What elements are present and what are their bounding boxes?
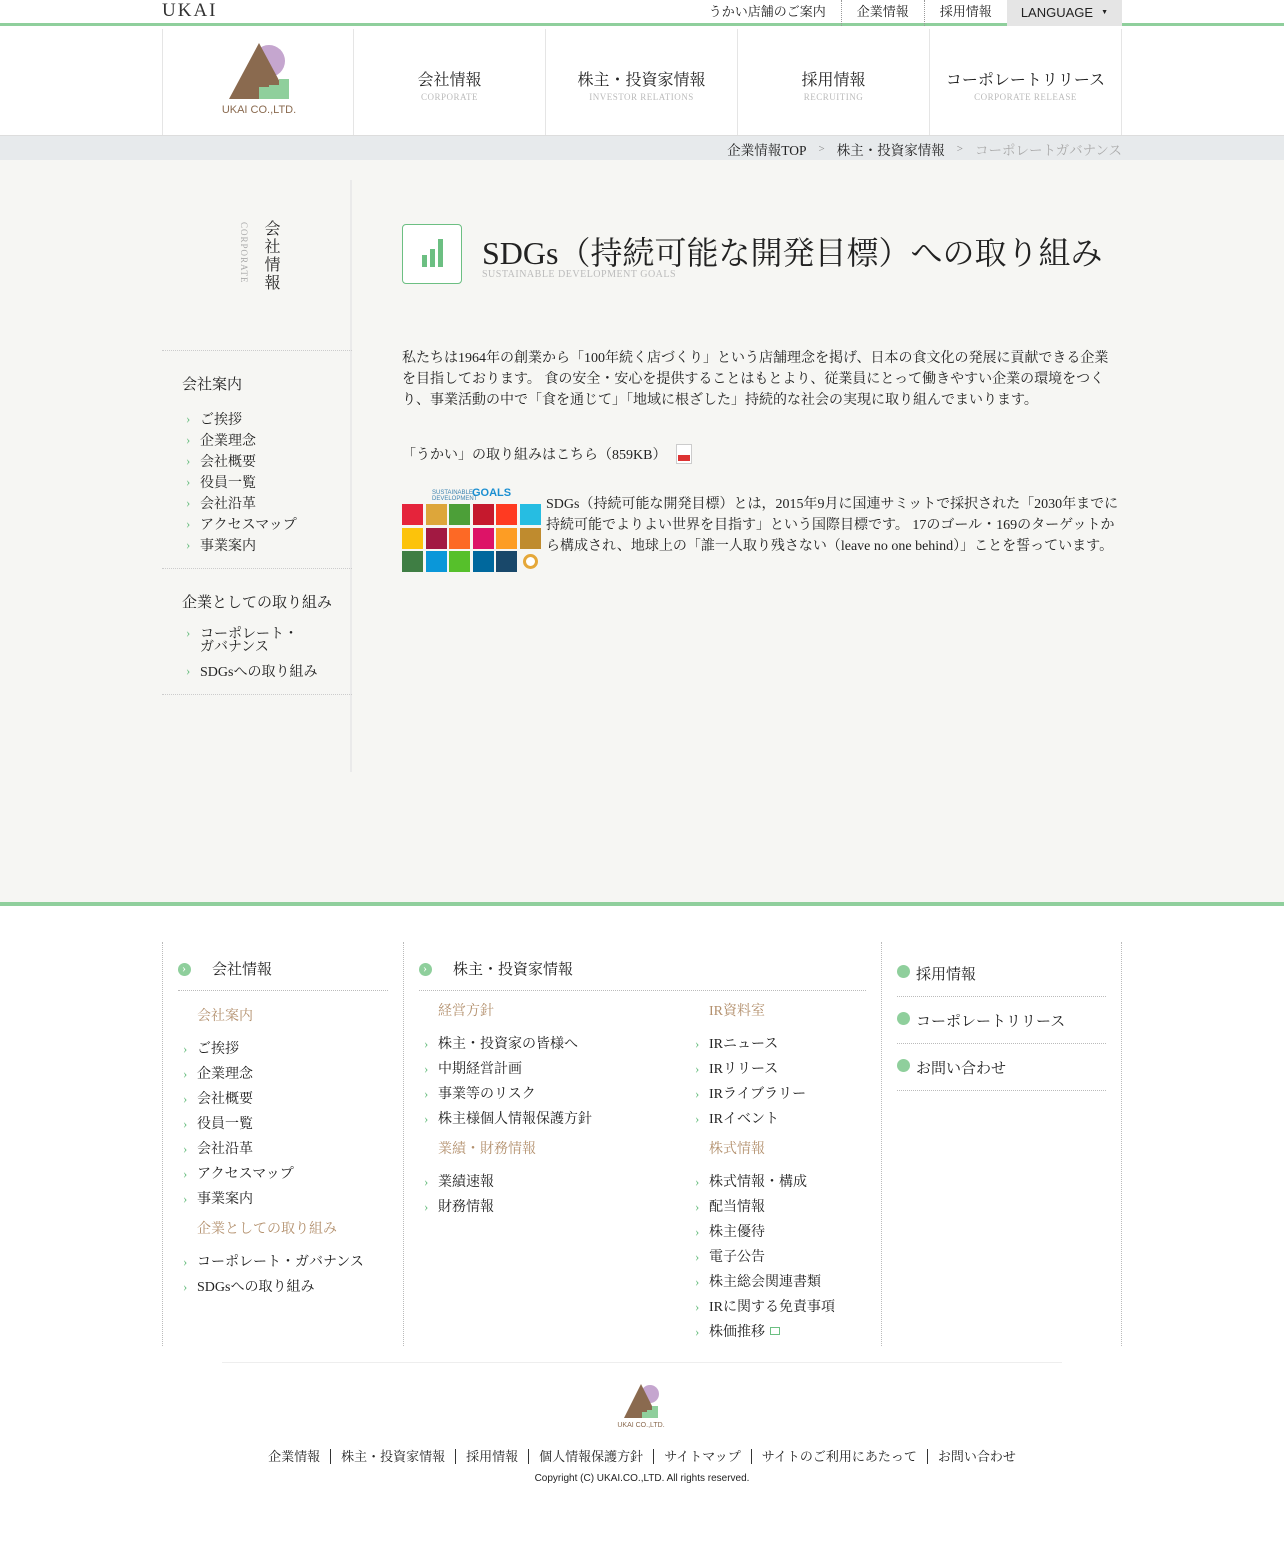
sidebar-heading: 会社案内 xyxy=(182,377,243,393)
sidebar-section-company xyxy=(162,350,352,557)
footer-subheading: 企業としての取り組み xyxy=(197,1222,337,1237)
sidebar-item-business[interactable]: › 事業案内 xyxy=(186,536,352,557)
sdg-goal-tile xyxy=(426,528,447,549)
footer-link-ir-event[interactable]: › IRイベント xyxy=(695,1107,875,1132)
footer-link-privacy-shareholders[interactable]: › 株主様個人情報保護方針 xyxy=(424,1107,674,1132)
footer-nav-sitemap[interactable]: サイトマップ xyxy=(654,1449,752,1464)
gnav-recruiting[interactable] xyxy=(738,29,930,135)
external-window-icon xyxy=(770,1327,780,1335)
pdf-icon xyxy=(676,444,692,464)
brand-name[interactable]: UKAI xyxy=(162,0,218,21)
sdg-goal-tile xyxy=(496,528,517,549)
global-header xyxy=(0,29,1284,136)
gnav-release-label: コーポレートリリース xyxy=(945,72,1106,89)
sdgs-goal-grid xyxy=(402,504,541,572)
topnav-recruit-link[interactable]: 採用情報 xyxy=(939,4,992,19)
footer-nav-terms[interactable]: サイトのご利用にあたって xyxy=(752,1449,928,1464)
footer-link-disclaimer[interactable]: › IRに関する免責事項 xyxy=(695,1295,875,1320)
footer-link-flash-report[interactable]: › 業績速報 xyxy=(424,1170,674,1195)
footer-heading-investor[interactable]: 株主・投資家情報 › xyxy=(419,960,881,980)
footer-link-recruiting[interactable]: 採用情報 xyxy=(897,950,1106,997)
footer-link-governance[interactable]: › コーポレート・ガバナンス xyxy=(183,1250,403,1275)
gnav-corporate-sublabel: CORPORATE xyxy=(420,92,478,102)
pdf-download-link[interactable] xyxy=(402,444,692,464)
footer-link-sdgs[interactable]: › SDGsへの取り組み xyxy=(183,1275,403,1300)
sidebar-title-en: CORPORATE xyxy=(239,222,249,284)
footer-link-risks[interactable]: › 事業等のリスク xyxy=(424,1082,674,1107)
footer-link-philosophy[interactable]: › 企業理念 xyxy=(183,1062,403,1087)
footer-col-investor xyxy=(403,942,881,1346)
footer-nav-investor[interactable]: 株主・投資家情報 xyxy=(331,1449,456,1464)
footer-link-officers[interactable]: › 役員一覧 xyxy=(183,1112,403,1137)
sdg-goal-tile xyxy=(449,551,470,572)
footer-link-public-notice[interactable]: › 電子公告 xyxy=(695,1245,875,1270)
footer-link-benefits[interactable]: › 株主優待 xyxy=(695,1220,875,1245)
footer-nav-contact[interactable]: お問い合わせ xyxy=(937,1449,1016,1464)
sdg-goal-tile xyxy=(449,504,470,525)
footer-link-corporate-release[interactable]: コーポレートリリース xyxy=(897,997,1106,1044)
sdgs-logo xyxy=(402,487,540,574)
footer-nav-privacy[interactable]: 個人情報保護方針 xyxy=(529,1449,654,1464)
sdg-goal-tile xyxy=(473,504,494,525)
top-bar xyxy=(0,0,1284,26)
gnav-recruiting-sublabel: RECRUITING xyxy=(803,92,864,102)
footer-link-stock-info[interactable]: › 株式情報・構成 xyxy=(695,1170,875,1195)
gnav-corporate[interactable] xyxy=(354,29,546,135)
gnav-release[interactable] xyxy=(930,29,1122,135)
language-dropdown[interactable] xyxy=(1007,0,1122,26)
footer-subheading: 業績・財務情報 xyxy=(438,1142,536,1157)
sidebar-item-sdgs[interactable]: › SDGsへの取り組み xyxy=(186,662,352,683)
gnav-investor[interactable] xyxy=(546,29,738,135)
gnav-investor-sublabel: INVESTOR RELATIONS xyxy=(589,92,694,102)
chevron-right-icon: > xyxy=(956,143,963,155)
breadcrumb-item-top[interactable]: 企業情報TOP xyxy=(727,143,807,158)
logo-text: UKAI CO.,LTD. xyxy=(221,104,297,116)
sdg-goal-tile xyxy=(523,554,538,569)
sidebar-item-history[interactable]: › 会社沿革 xyxy=(186,494,352,515)
sdg-goal-tile xyxy=(496,551,517,572)
footer xyxy=(0,902,1284,1550)
topnav-stores-link[interactable]: うかい店舗のご案内 xyxy=(694,0,842,26)
footer-logo-icon[interactable] xyxy=(617,1384,665,1430)
sidebar-heading: 企業としての取り組み xyxy=(182,595,333,611)
footer-link-greeting[interactable]: › ご挨拶 xyxy=(183,1037,403,1062)
copyright: Copyright (C) UKAI.CO.,LTD. All rights reserved. xyxy=(534,1473,750,1484)
footer-link-access[interactable]: › アクセスマップ xyxy=(183,1162,403,1187)
footer-link-overview[interactable]: › 会社概要 xyxy=(183,1087,403,1112)
sdg-goal-tile xyxy=(473,551,494,572)
sdg-goal-tile xyxy=(426,504,447,525)
footer-link-business[interactable]: › 事業案内 xyxy=(183,1187,403,1212)
footer-link-agm-docs[interactable]: › 株主総会関連書類 xyxy=(695,1270,875,1295)
footer-heading-corporate[interactable]: 会社情報 › xyxy=(178,960,403,980)
ukai-logo-icon xyxy=(163,29,355,135)
breadcrumb-current: コーポレートガバナンス xyxy=(974,143,1122,158)
footer-divider xyxy=(222,1362,1062,1363)
sdg-goal-tile xyxy=(496,504,517,525)
breadcrumb-item-investor[interactable]: 株主・投資家情報 xyxy=(836,143,945,158)
footer-link-ir-library[interactable]: › IRライブラリー xyxy=(695,1082,875,1107)
top-nav xyxy=(694,0,1122,26)
sdgs-description: SDGs（持続可能な開発目標）とは，2015年9月に国連サミットで採択された「2030年までに持続可能でよりよい世界を目指す」という国際目標です。 17のゴール・169のターゲットから構成され、地球上の「誰一人取り残さない（leave no one behind）」ことを誓っています。 xyxy=(546,497,1119,554)
language-label: LANGUAGE xyxy=(1020,5,1094,20)
footer-subheading: 会社案内 xyxy=(197,1009,253,1024)
topnav-corporate-link[interactable]: 企業情報 xyxy=(842,0,925,26)
sdg-goal-tile xyxy=(520,528,541,549)
footer-logo-text: UKAI CO.,LTD. xyxy=(617,1422,665,1429)
footer-link-stock-price[interactable] xyxy=(695,1320,875,1345)
footer-subheading: 経営方針 xyxy=(438,1004,494,1019)
site-logo[interactable] xyxy=(162,29,354,135)
sidebar-item-governance[interactable]: › コーポレート・ ガバナンス xyxy=(186,628,352,662)
chevron-right-icon: > xyxy=(818,143,825,155)
footer-link-ir-news[interactable]: › IRニュース xyxy=(695,1032,875,1057)
sidebar-item-access[interactable]: › アクセスマップ xyxy=(186,515,352,536)
sdg-goal-tile xyxy=(426,551,447,572)
page-title: SDGs（持続可能な開発目標）への取り組み xyxy=(482,235,1103,271)
footer-nav-corporate[interactable]: 企業情報 xyxy=(258,1449,331,1464)
sdg-goal-tile xyxy=(402,504,423,525)
footer-subheading: IR資料室 xyxy=(709,1004,765,1019)
caret-down-icon: ▼ xyxy=(1101,9,1108,16)
sdgs-logo-goals-text: GOALS xyxy=(472,487,512,499)
gnav-recruiting-label: 採用情報 xyxy=(801,72,866,89)
sidebar-title: 会社情報 xyxy=(262,220,279,292)
sdg-goal-tile xyxy=(449,528,470,549)
footer-link-dividend[interactable]: › 配当情報 xyxy=(695,1195,875,1220)
gnav-corporate-label: 会社情報 xyxy=(417,72,482,89)
footer-link-midterm-plan[interactable]: › 中期経営計画 xyxy=(424,1057,674,1082)
sidebar-divider xyxy=(162,694,352,695)
sdgs-logo-heading xyxy=(432,487,512,502)
footer-link-history[interactable]: › 会社沿革 xyxy=(183,1137,403,1162)
footer-bottom-nav xyxy=(0,1446,1284,1465)
sidebar-item-philosophy[interactable]: › 企業理念 xyxy=(186,431,352,452)
sdg-goal-tile xyxy=(402,551,423,572)
sdg-goal-tile xyxy=(473,528,494,549)
intro-text: 私たちは1964年の創業から「100年続く店づくり」という店舗理念を掲げ、日本の食文化の発展に貢献できる企業を目指しております。 食の安全・安心を提供することはもとより、従業員にとって働きやすい企業の環境をつくり、事業活動の中で「食を通じて」「地域に根ざした」持続的な社会の実現に取り組んでまいります。 xyxy=(402,351,1109,408)
breadcrumb xyxy=(727,139,1122,159)
sdgs-logo-small-text: SUSTAINABLE DEVELOPMENT xyxy=(432,490,478,502)
sidebar-item-greeting[interactable]: › ご挨拶 xyxy=(186,410,352,431)
footer-link-stock-price-label: 株価推移 xyxy=(709,1325,765,1340)
sdg-goal-tile xyxy=(402,528,423,549)
footer-link-message[interactable]: › 株主・投資家の皆様へ xyxy=(424,1032,674,1057)
gnav-investor-label: 株主・投資家情報 xyxy=(577,72,706,89)
sidebar-item-officers[interactable]: › 役員一覧 xyxy=(186,473,352,494)
breadcrumb-bar xyxy=(0,136,1284,160)
footer-link-contact[interactable]: お問い合わせ xyxy=(897,1044,1106,1091)
bar-chart-icon xyxy=(402,224,462,284)
footer-col-other xyxy=(881,942,1122,1346)
page-title-en: SUSTAINABLE DEVELOPMENT GOALS xyxy=(482,269,677,280)
gnav-release-sublabel: CORPORATE RELEASE xyxy=(974,92,1077,102)
sidebar xyxy=(162,180,352,772)
main-area xyxy=(0,160,1284,902)
footer-nav-recruiting[interactable]: 採用情報 xyxy=(456,1449,529,1464)
sidebar-section-initiatives xyxy=(162,568,352,683)
footer-col-corporate xyxy=(162,942,403,1346)
sdg-goal-tile xyxy=(520,504,541,525)
footer-subheading: 株式情報 xyxy=(709,1142,765,1157)
footer-link-financial[interactable]: › 財務情報 xyxy=(424,1195,674,1220)
pdf-link-label: 「うかい」の取り組みはこちら（859KB） xyxy=(402,448,667,463)
footer-link-ir-release[interactable]: › IRリリース xyxy=(695,1057,875,1082)
sidebar-item-overview[interactable]: › 会社概要 xyxy=(186,452,352,473)
